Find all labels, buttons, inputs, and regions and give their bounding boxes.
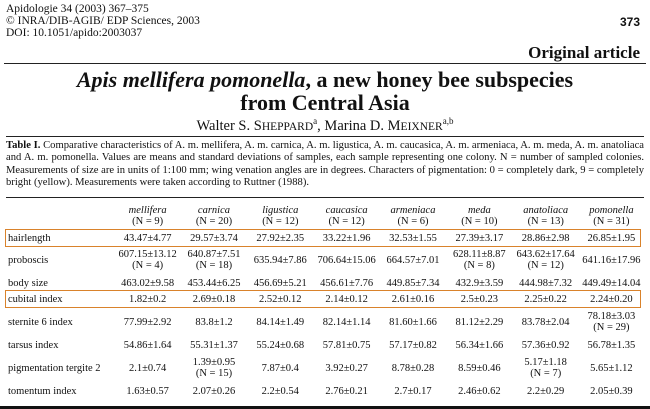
cell-n: (N = 12): [527, 260, 564, 271]
cell-value: 54.86±1.64: [123, 339, 172, 351]
cell-value: 1.63±0.57: [126, 385, 169, 397]
table-cell: [579, 245, 644, 275]
column-name: carnica: [197, 204, 230, 216]
cell-value: 33.22±1.96: [322, 232, 371, 244]
cell-value: 640.87±7.51: [187, 249, 241, 260]
row-label: tarsus index: [8, 339, 59, 351]
cell-n: (N = 29): [593, 322, 630, 333]
table-row: [6, 307, 644, 337]
author-1: Walter S. SHEPPARD$^a$: [196, 116, 318, 134]
column-name: armeniaca: [390, 204, 436, 216]
column-n: (N = 12): [262, 215, 299, 227]
row-label: tomentum index: [8, 385, 77, 397]
table-cell: [114, 275, 180, 291]
table-cell: [446, 383, 512, 399]
row-label: proboscis: [8, 254, 49, 266]
authors-rule: [6, 136, 644, 137]
cell-value: 55.31±1.37: [190, 339, 238, 351]
table-cell: [579, 383, 644, 399]
page-number: 373: [619, 15, 640, 29]
cell-value: 2.2±0.29: [527, 385, 565, 397]
table-cell: [446, 307, 512, 337]
cell-value: 2.61±0.16: [391, 293, 435, 305]
author-2: Marina D. MEIXNER$^{a,b}$: [324, 116, 454, 134]
cell-value: 706.64±15.06: [317, 254, 376, 266]
table-row: [6, 383, 644, 399]
cell-value: 449.49±14.04: [582, 277, 641, 289]
cell-value: 607.15±13.12: [118, 249, 177, 260]
cell-value: 83.8±1.2: [195, 316, 233, 328]
table-cell: [181, 353, 247, 383]
caption-text: Comparative characteristics of A. m. mellifera, A. m. carnica, A. m. ligustica, A. m. caucasica, A. m. armeniaca, A. m. meda, A. m. anatoliaca and A. m. pomonella. Values are means and standard deviations of samples, each sample representing one colony. N = number of sampled colonies. Measurements of size are in units of 1:100 mm; wing venation angles are in degrees. Characters of pigmentation: 0 = completely dark, 9 = completely bright (yellow). Measurements were taken according to Ruttner (1988).: [6, 140, 644, 189]
table-row: [6, 337, 644, 353]
cell-value: 56.78±1.35: [587, 339, 636, 351]
copyright-line: © INRA/DIB-AGIB/ EDP Sciences, 2003: [6, 15, 200, 27]
journal-line: Apidologie 34 (2003) 367–375: [6, 3, 149, 15]
cell-value: 28.86±2.98: [521, 232, 570, 244]
cell-value: 43.47±4.77: [123, 232, 172, 244]
table-cell: [247, 307, 313, 337]
table-cell: [313, 275, 379, 291]
doi-line: DOI: 10.1051/apido:2003037: [6, 27, 143, 39]
cell-value: 635.94±7.86: [253, 254, 307, 266]
cell-value: 2.2±0.54: [261, 385, 299, 397]
cell-value: 81.12±2.29: [455, 316, 504, 328]
row-label: body size: [8, 277, 48, 289]
column-n: (N = 20): [195, 215, 233, 227]
caption-label: Table I.: [6, 140, 41, 151]
cell-value: 449.85±7.34: [386, 277, 440, 289]
cell-value: 2.7±0.17: [394, 385, 432, 397]
table-cell: [181, 383, 247, 399]
table-cell: [247, 353, 313, 383]
table-cell: [380, 245, 446, 275]
cell-value: 84.14±1.49: [256, 316, 305, 328]
cell-value: 641.16±17.96: [582, 254, 641, 266]
cell-value: 56.34±1.66: [455, 339, 504, 351]
table-cell: [181, 307, 247, 337]
table-caption: [6, 140, 644, 190]
cell-n: (N = 15): [195, 368, 233, 379]
highlight-cubital-index: [5, 290, 641, 308]
cell-value: 2.07±0.26: [192, 385, 236, 397]
column-header: [247, 200, 313, 231]
table-cell: [114, 337, 180, 353]
cell-n: (N = 4): [132, 260, 164, 271]
table-cell: [513, 275, 579, 291]
cell-n: (N = 8): [463, 260, 495, 271]
cell-value: 2.24±0.20: [590, 293, 633, 305]
table-cell: [380, 353, 446, 383]
cell-value: 55.24±0.68: [256, 339, 305, 351]
table-cell: [380, 307, 446, 337]
table-row: [6, 275, 644, 291]
cell-n: (N = 18): [195, 260, 233, 271]
table-cell: [247, 275, 313, 291]
row-label: hairlength: [8, 232, 51, 244]
cell-value: 32.53±1.55: [389, 232, 437, 244]
cell-value: 664.57±7.01: [386, 254, 440, 266]
cell-value: 57.17±0.82: [389, 339, 437, 351]
column-name: caucasica: [325, 204, 368, 216]
cell-value: 2.76±0.21: [325, 385, 368, 397]
row-label: pigmentation tergite 2: [8, 362, 101, 374]
row-label: cubital index: [8, 293, 63, 305]
cell-value: 456.61±7.76: [320, 277, 374, 289]
cell-n: (N = 7): [530, 368, 562, 379]
cell-value: 8.78±0.28: [391, 362, 435, 374]
table-cell: [181, 245, 247, 275]
cell-value: 82.14±1.14: [322, 316, 371, 328]
cell-value: 432.9±3.59: [455, 277, 504, 289]
row-label: sternite 6 index: [8, 316, 73, 328]
cell-value: 453.44±6.25: [187, 277, 241, 289]
cell-value: 78.18±3.03: [587, 311, 636, 322]
column-n: (N = 9): [132, 215, 164, 227]
column-name: pomonella: [589, 204, 634, 216]
table-cell: [313, 307, 379, 337]
cell-value: 27.92±2.35: [256, 232, 305, 244]
column-header: [313, 200, 379, 231]
column-header: [114, 200, 180, 231]
table-cell: [513, 307, 579, 337]
cell-value: 26.85±1.95: [587, 232, 636, 244]
cell-value: 456.69±5.21: [253, 277, 307, 289]
species-name: Apis mellifera pomonella: [76, 67, 306, 92]
cell-value: 643.62±17.64: [516, 249, 575, 260]
table-cell: [380, 337, 446, 353]
table-cell: [247, 337, 313, 353]
table-cell: [579, 307, 644, 337]
table-cell: [446, 245, 512, 275]
column-name: anatoliaca: [523, 204, 569, 216]
authors: Walter S. SHEPPARD$^a$, Marina D. MEIXNER$^{a,b}$: [196, 116, 454, 134]
column-name: ligustica: [262, 204, 299, 216]
table-cell: [247, 383, 313, 399]
cell-value: 2.25±0.22: [524, 293, 567, 305]
cell-value: 2.69±0.18: [192, 293, 236, 305]
cell-value: 8.59±0.46: [458, 362, 501, 374]
cell-value: 628.11±8.87: [453, 249, 506, 260]
table-row: [6, 245, 644, 275]
column-n: (N = 31): [593, 215, 630, 227]
cell-value: 444.98±7.32: [519, 277, 573, 289]
table-cell: [313, 353, 379, 383]
cell-value: 29.57±3.74: [190, 232, 238, 244]
cell-value: 2.5±0.23: [460, 293, 498, 305]
column-header: [446, 200, 512, 231]
header-empty: [6, 200, 114, 231]
table-cell: [313, 245, 379, 275]
cell-value: 463.02±9.58: [121, 277, 175, 289]
cell-value: 3.92±0.27: [325, 362, 368, 374]
table-row: [6, 353, 644, 383]
table-cell: [181, 275, 247, 291]
table-cell: [446, 275, 512, 291]
column-header: [513, 200, 579, 231]
cell-value: 81.60±1.66: [389, 316, 437, 328]
column-header: [579, 200, 644, 231]
table-cell: [513, 353, 579, 383]
article-title-line1: [0, 68, 650, 91]
table-cell: [313, 337, 379, 353]
column-name: mellifera: [128, 204, 167, 216]
highlight-hairlength: [5, 229, 641, 247]
table-cell: [446, 353, 512, 383]
table-cell: [114, 353, 180, 383]
column-header: [181, 200, 247, 231]
table-cell: [579, 353, 644, 383]
title-rest: , a new honey bee subspecies: [305, 67, 574, 92]
cell-value: 2.1±0.74: [128, 362, 167, 374]
column-header: [380, 200, 446, 231]
table-cell: [513, 337, 579, 353]
column-n: (N = 6): [397, 215, 429, 227]
table-cell: [446, 337, 512, 353]
top-rule: [4, 63, 646, 64]
cell-value: 1.39±0.95: [192, 357, 236, 368]
cell-value: 2.52±0.12: [259, 293, 302, 305]
table-cell: [181, 337, 247, 353]
cell-value: 2.05±0.39: [590, 385, 633, 397]
column-name: meda: [467, 204, 491, 216]
column-header-row: [6, 200, 644, 231]
article-title-line2: from Central Asia: [240, 90, 410, 115]
cell-value: 1.82±0.2: [128, 293, 167, 305]
column-n: (N = 12): [328, 215, 365, 227]
table-cell: [114, 307, 180, 337]
cell-value: 57.81±0.75: [322, 339, 371, 351]
table-cell: [380, 383, 446, 399]
cell-value: 57.36±0.92: [521, 339, 570, 351]
table-cell: [114, 383, 180, 399]
table-cell: [114, 245, 180, 275]
cell-value: 7.87±0.4: [261, 362, 299, 374]
cell-value: 2.46±0.62: [458, 385, 501, 397]
cell-value: 27.39±3.17: [455, 232, 504, 244]
column-n: (N = 10): [461, 215, 498, 227]
table-cell: [579, 337, 644, 353]
cell-value: 83.78±2.04: [521, 316, 570, 328]
column-n: (N = 13): [527, 215, 564, 227]
table-top-rule: [6, 197, 644, 198]
cell-value: 2.14±0.12: [325, 293, 368, 305]
table-cell: [380, 275, 446, 291]
table-cell: [513, 383, 579, 399]
cell-value: 77.99±2.92: [123, 316, 172, 328]
section-label: Original article: [528, 43, 640, 62]
cell-value: 5.65±1.12: [590, 362, 633, 374]
table-cell: [313, 383, 379, 399]
table-cell: [579, 275, 644, 291]
cell-value: 5.17±1.18: [524, 357, 567, 368]
table-cell: [513, 245, 579, 275]
table-cell: [247, 245, 313, 275]
